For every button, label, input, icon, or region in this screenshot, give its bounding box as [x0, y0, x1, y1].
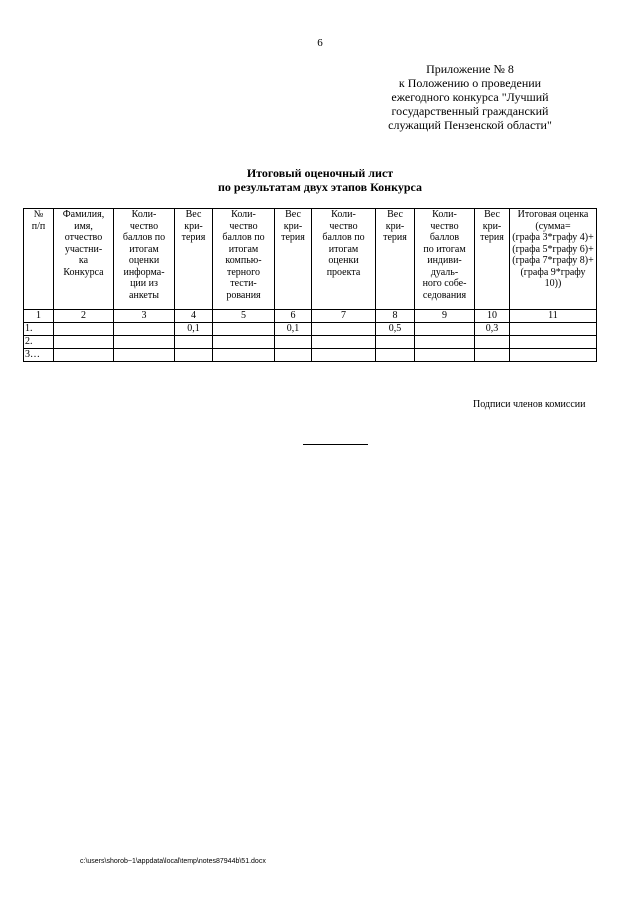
header-line: итогам	[129, 243, 159, 255]
header-line: рования	[226, 289, 261, 301]
appendix-line: ежегодного конкурса "Лучший	[391, 90, 549, 104]
table-cell	[114, 335, 175, 348]
table-cell	[275, 348, 312, 361]
evaluation-table	[23, 208, 597, 362]
header-line: (сумма=	[535, 220, 571, 232]
table-cell: 0,1	[175, 322, 213, 335]
column-number: 7	[312, 310, 376, 323]
header-cell	[175, 209, 213, 310]
column-number: 4	[175, 310, 213, 323]
signatures-label: Подписи членов комиссии	[473, 399, 586, 410]
table-cell	[175, 335, 213, 348]
column-number: 10	[475, 310, 510, 323]
header-cell	[415, 209, 475, 310]
header-line: ного собе-	[422, 278, 467, 289]
column-number: 5	[213, 310, 275, 323]
table-cell	[54, 322, 114, 335]
column-number: 9	[415, 310, 475, 323]
header-line: Фамилия,	[62, 209, 105, 220]
table-row	[24, 322, 597, 335]
header-line: чество	[129, 220, 159, 232]
table-cell	[510, 322, 597, 335]
table-cell	[54, 348, 114, 361]
header-line: оценки	[128, 255, 160, 266]
appendix-line: к Положению о проведении	[398, 76, 542, 90]
table-cell: 0,5	[376, 322, 415, 335]
appendix-header	[370, 62, 570, 132]
signature-line	[303, 444, 368, 445]
header-line: чество	[329, 220, 358, 232]
header-line: Вес	[285, 209, 301, 220]
table-cell: 3…	[24, 348, 54, 361]
header-line: Вес	[387, 209, 403, 220]
table-cell	[114, 348, 175, 361]
header-cell	[213, 209, 275, 310]
header-line: оценки	[328, 255, 359, 266]
header-line: чество	[430, 220, 459, 232]
table-cell	[312, 335, 376, 348]
table-row	[24, 335, 597, 348]
header-line: имя,	[74, 220, 93, 232]
header-line: Вес	[185, 209, 202, 220]
header-line: баллов по	[122, 232, 166, 243]
appendix-line: Приложение № 8	[426, 62, 514, 76]
column-number: 11	[510, 310, 597, 323]
table-cell	[114, 322, 175, 335]
header-line: чество	[229, 220, 258, 232]
header-line: кри-	[482, 220, 502, 232]
table-cell	[475, 335, 510, 348]
header-line: Коли-	[331, 209, 356, 220]
table-cell	[213, 322, 275, 335]
table-cell	[376, 335, 415, 348]
column-number-row	[24, 310, 597, 323]
table-cell: 1.	[24, 322, 54, 335]
header-line: баллов по	[222, 232, 265, 243]
file-path: c:\users\shorob~1\appdata\local\temp\notes87944b\51.docx	[80, 858, 266, 865]
header-line: терия	[480, 232, 504, 243]
header-cell	[475, 209, 510, 310]
header-line: кри-	[283, 220, 303, 232]
header-line: тести-	[230, 278, 257, 289]
title-line: по результатам двух этапов Конкурса	[218, 180, 422, 194]
table-cell: 0,3	[475, 322, 510, 335]
column-number: 1	[24, 310, 54, 323]
header-line: терия	[383, 232, 407, 243]
header-cell	[24, 209, 54, 310]
column-number: 2	[54, 310, 114, 323]
header-line: №	[33, 209, 44, 220]
column-number: 3	[114, 310, 175, 323]
table-cell	[175, 348, 213, 361]
header-line: проекта	[326, 266, 361, 278]
table-cell	[415, 348, 475, 361]
table-cell	[312, 348, 376, 361]
header-cell	[312, 209, 376, 310]
column-number: 8	[376, 310, 415, 323]
appendix-line: государственный гражданский	[391, 104, 549, 118]
table-row	[24, 348, 597, 361]
page-number: 6	[317, 37, 323, 49]
header-line: (графа 5*графу 6)+	[512, 243, 594, 255]
column-number: 6	[275, 310, 312, 323]
header-line: Вес	[484, 209, 500, 220]
header-line: терного	[226, 266, 260, 278]
table-cell	[213, 348, 275, 361]
header-line: седования	[422, 289, 467, 301]
header-line: итогам	[228, 243, 259, 255]
header-line: п/п	[31, 220, 46, 232]
table-cell: 2.	[24, 335, 54, 348]
header-cell	[275, 209, 312, 310]
header-line: участни-	[64, 243, 103, 255]
header-line: компью-	[225, 255, 262, 266]
table-cell	[312, 322, 376, 335]
table-cell	[54, 335, 114, 348]
table-cell	[213, 335, 275, 348]
header-line: баллов по	[322, 232, 365, 243]
header-line: индиви-	[427, 255, 462, 266]
table-cell	[510, 335, 597, 348]
header-line: (графа 9*графу 10))	[520, 266, 586, 289]
table-cell	[475, 348, 510, 361]
header-line: кри-	[385, 220, 405, 232]
header-line: Коли-	[231, 209, 256, 220]
table-cell: 0,1	[275, 322, 312, 335]
header-line: дуаль-	[430, 266, 459, 278]
header-line: Итоговая оценка	[517, 209, 589, 220]
header-line: информа-	[123, 266, 165, 278]
header-line: баллов	[429, 232, 460, 243]
table-header-row	[24, 209, 597, 310]
header-line: (графа 7*графу 8)+	[512, 255, 594, 266]
header-line: отчество	[64, 232, 103, 243]
header-line: итогам	[328, 243, 359, 255]
header-cell	[114, 209, 175, 310]
appendix-line: служащий Пензенской области"	[388, 118, 552, 132]
header-cell	[510, 209, 597, 310]
header-line: по итогам	[423, 243, 466, 255]
table-cell	[510, 348, 597, 361]
header-line: Конкурса	[63, 266, 104, 278]
header-cell	[376, 209, 415, 310]
table-cell	[415, 335, 475, 348]
header-line: кри-	[184, 220, 203, 232]
header-line: Коли-	[131, 209, 157, 220]
header-line: анкеты	[129, 289, 159, 301]
header-line: ции из	[130, 278, 158, 289]
title-line: Итоговый оценочный лист	[246, 166, 394, 180]
header-line: Коли-	[432, 209, 457, 220]
header-line: терия	[281, 232, 305, 243]
table-cell	[415, 322, 475, 335]
header-line: (графа 3*графу 4)+	[512, 232, 594, 243]
header-line: ка	[78, 255, 89, 266]
document-title	[0, 166, 640, 194]
table-cell	[275, 335, 312, 348]
table-cell	[376, 348, 415, 361]
header-line: терия	[181, 232, 206, 243]
header-cell	[54, 209, 114, 310]
